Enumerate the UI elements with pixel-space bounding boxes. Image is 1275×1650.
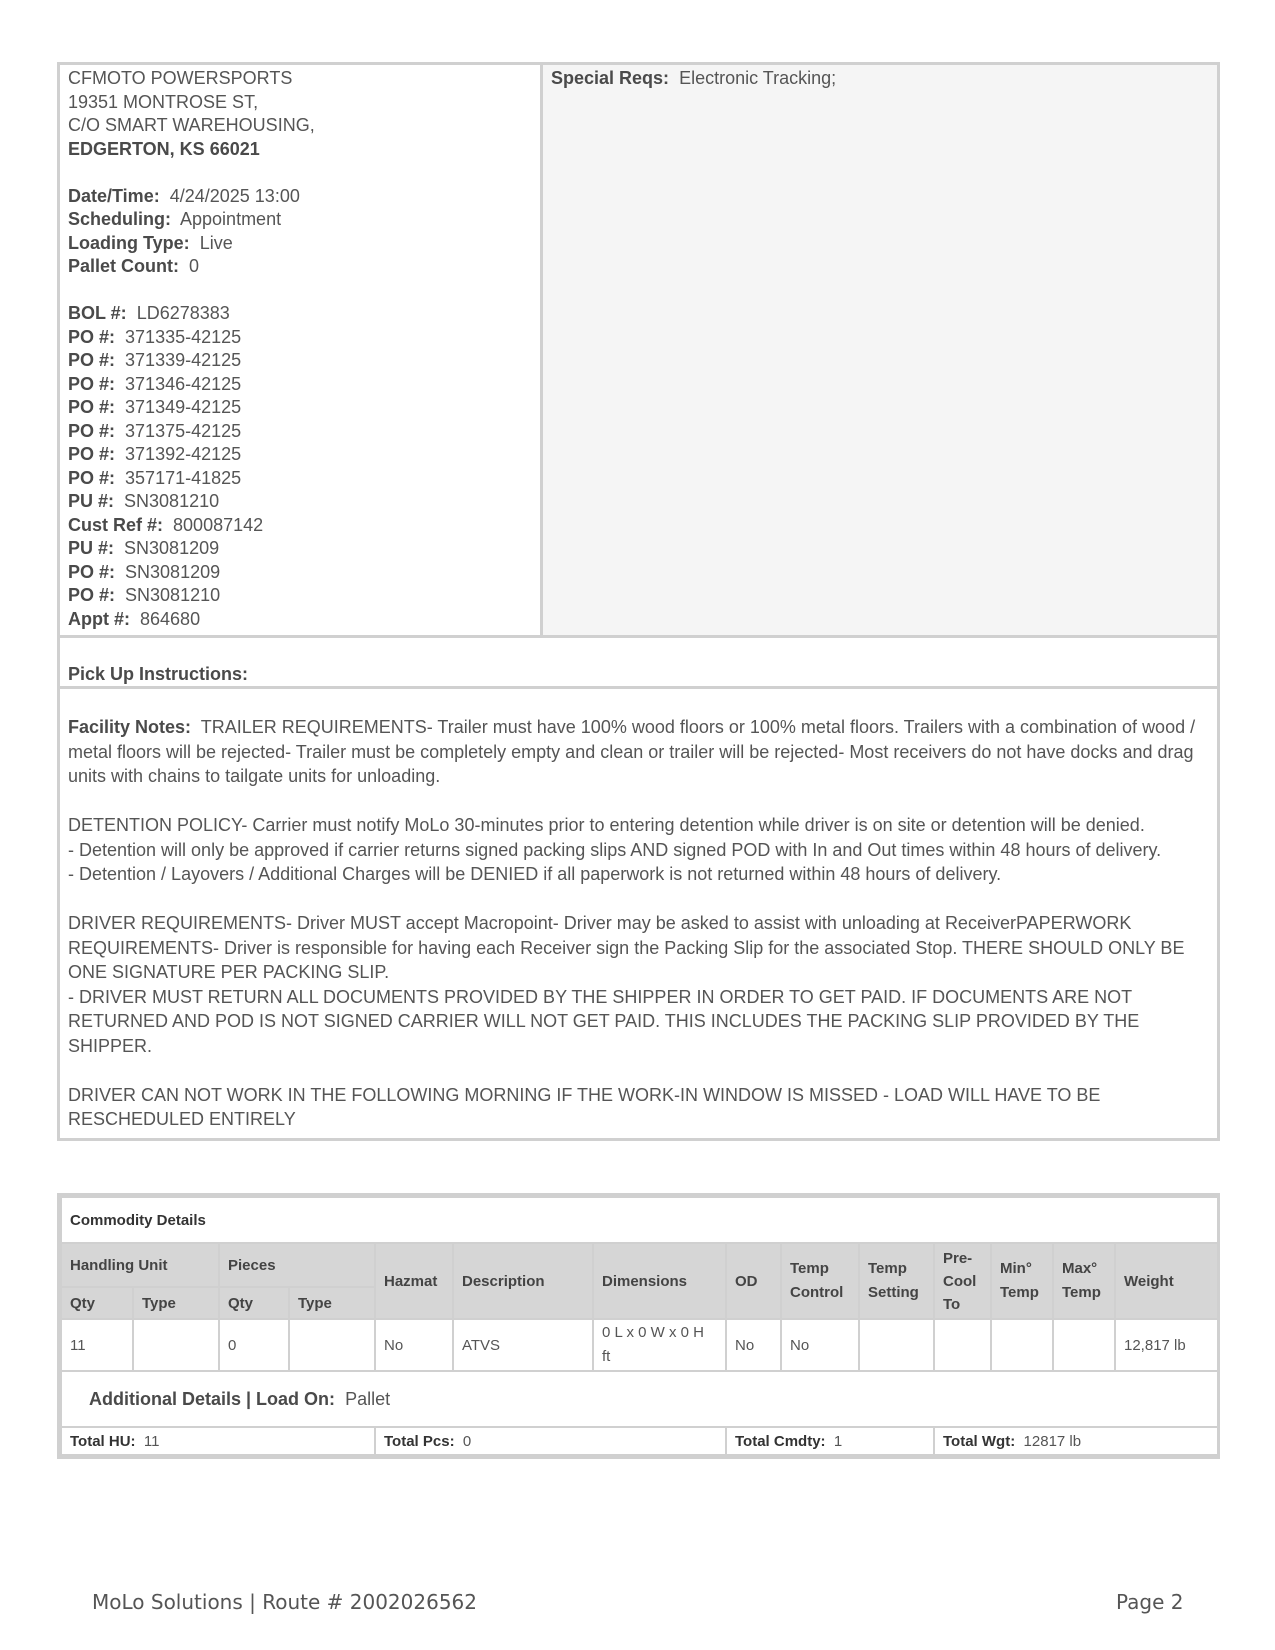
table-row — [61, 1319, 1218, 1371]
cell-description: ATVS — [453, 1319, 593, 1371]
footer-route: MoLo Solutions | Route # 2002026562 — [92, 1590, 477, 1614]
cell-pcs-type — [289, 1319, 375, 1371]
commodity-title: Commodity Details — [61, 1197, 1218, 1243]
ref-po: PO #: 371335-42125 — [68, 326, 242, 347]
address-column — [60, 65, 543, 635]
pickup-instructions-label: Pick Up Instructions: — [68, 664, 249, 684]
facility-notes — [60, 689, 1217, 1138]
facility-notes-p3a: DRIVER REQUIREMENTS- Driver MUST accept Macropoint- Driver may be asked to assist with unloading at ReceiverPAPERWORK REQUIREMENTS- Driver is responsible for having each Receiver sign the Packing Slip for the associated Stop. THERE SHOULD ONLY BE ONE SIGNATURE PER PACKING SLIP. — [68, 913, 1185, 982]
facility-notes-p4: DRIVER CAN NOT WORK IN THE FOLLOWING MORNING IF THE WORK-IN WINDOW IS MISSED - LOAD WILL HAVE TO BE RESCHEDULED ENTIRELY — [68, 1084, 1101, 1129]
cell-min-temp — [991, 1319, 1053, 1371]
header-pcs-type: Type — [289, 1287, 375, 1319]
header-hu-qty: Qty — [61, 1287, 133, 1319]
ref-po: PO #: SN3081209 — [68, 561, 221, 582]
ref-po: PO #: 371339-42125 — [68, 350, 242, 370]
ref-po: PO #: 357171-41825 — [68, 467, 242, 488]
header-temp-control: Temp Control — [781, 1243, 859, 1319]
stop-top-row — [60, 65, 1217, 638]
cell-pcs-qty: 0 — [219, 1319, 289, 1371]
header-temp-setting: Temp Setting — [859, 1243, 934, 1319]
header-precool-to: Pre- Cool To — [934, 1243, 991, 1319]
total-hu: Total HU: 11 — [61, 1427, 375, 1455]
ref-cust-ref: Cust Ref #: 800087142 — [68, 514, 264, 535]
header-od: OD — [726, 1243, 781, 1319]
total-wgt: Total Wgt: 12817 lb — [934, 1427, 1218, 1455]
header-pieces: Pieces — [219, 1243, 375, 1287]
header-min-temp: Min° Temp — [991, 1243, 1053, 1319]
facility-notes-p2a: DETENTION POLICY- Carrier must notify MoLo 30-minutes prior to entering detention while driver is on site or detention will be denied. — [68, 815, 1145, 835]
cell-max-temp — [1053, 1319, 1115, 1371]
special-reqs-value: Electronic Tracking; — [679, 68, 837, 88]
total-cmdty: Total Cmdty: 1 — [726, 1427, 934, 1455]
address-line-2: C/O SMART WAREHOUSING, — [68, 115, 315, 135]
cell-precool — [934, 1319, 991, 1371]
city-state-zip: EDGERTON, KS 66021 — [68, 138, 260, 159]
pickup-instructions-row — [60, 638, 1217, 689]
facility-notes-p2b: - Detention will only be approved if carrier returns signed packing slips AND signed POD with In and Out times within 48 hours of delivery. — [68, 839, 1162, 860]
cell-hazmat: No — [375, 1319, 453, 1371]
facility-notes-p3b: - DRIVER MUST RETURN ALL DOCUMENTS PROVIDED BY THE SHIPPER IN ORDER TO GET PAID. IF DOCUMENTS ARE NOT RETURNED AND POD IS NOT SIGNED CARRIER WILL NOT GET PAID. THIS INCLUDES THE PACKING SLIP PROVIDED BY THE SHIPPER. — [68, 986, 1140, 1056]
header-description: Description — [453, 1243, 593, 1319]
ref-po: PO #: 371375-42125 — [68, 420, 242, 441]
cell-hu-qty: 11 — [61, 1319, 133, 1371]
cell-weight: 12,817 lb — [1115, 1319, 1218, 1371]
ref-po: PO #: SN3081210 — [68, 585, 221, 605]
company-name: CFMOTO POWERSPORTS — [68, 68, 293, 88]
total-pcs: Total Pcs: 0 — [375, 1427, 726, 1455]
cell-od: No — [726, 1319, 781, 1371]
cell-temp-setting — [859, 1319, 934, 1371]
ref-bol: BOL #: LD6278383 — [68, 303, 230, 323]
ref-po: PO #: 371349-42125 — [68, 397, 242, 417]
ref-po: PO #: 371392-42125 — [68, 444, 242, 464]
header-dimensions: Dimensions — [593, 1243, 726, 1319]
additional-details: Additional Details | Load On: Pallet — [61, 1371, 1218, 1427]
schedule-loading-type: Loading Type: Live — [68, 232, 233, 253]
ref-pu: PU #: SN3081210 — [68, 491, 220, 511]
stop-details-box — [57, 62, 1220, 1141]
header-weight: Weight — [1115, 1243, 1218, 1319]
header-hazmat: Hazmat — [375, 1243, 453, 1319]
address-line-1: 19351 MONTROSE ST, — [68, 91, 259, 112]
special-reqs-label: Special Reqs: — [551, 68, 670, 88]
commodity-details-table — [57, 1193, 1220, 1459]
cell-dimensions: 0 L x 0 W x 0 H ft — [593, 1319, 726, 1371]
schedule-scheduling: Scheduling: Appointment — [68, 209, 282, 229]
header-hu-type: Type — [133, 1287, 219, 1319]
schedule-date-time: Date/Time: 4/24/2025 13:00 — [68, 185, 300, 206]
facility-notes-p2c: - Detention / Layovers / Additional Charges will be DENIED if all paperwork is not returned within 48 hours of delivery. — [68, 864, 1002, 884]
ref-pu: PU #: SN3081209 — [68, 538, 220, 558]
facility-notes-p1: Facility Notes: TRAILER REQUIREMENTS- Trailer must have 100% wood floors or 100% metal floors. Trailers with a combination of wood / metal floors will be rejected- Trailer must be completely empty and clean or trailer will be rejected- Most receivers do not have docks and drag units with chains to tailgate units for unloading. — [68, 717, 1196, 786]
ref-po: PO #: 371346-42125 — [68, 373, 242, 394]
cell-temp-control: No — [781, 1319, 859, 1371]
footer-page-number: Page 2 — [1116, 1590, 1184, 1614]
header-handling-unit: Handling Unit — [61, 1243, 219, 1287]
header-max-temp: Max° Temp — [1053, 1243, 1115, 1319]
special-reqs-column — [543, 65, 1217, 635]
ref-appt: Appt #: 864680 — [68, 608, 201, 629]
schedule-pallet-count: Pallet Count: 0 — [68, 256, 200, 276]
header-pcs-qty: Qty — [219, 1287, 289, 1319]
cell-hu-type — [133, 1319, 219, 1371]
